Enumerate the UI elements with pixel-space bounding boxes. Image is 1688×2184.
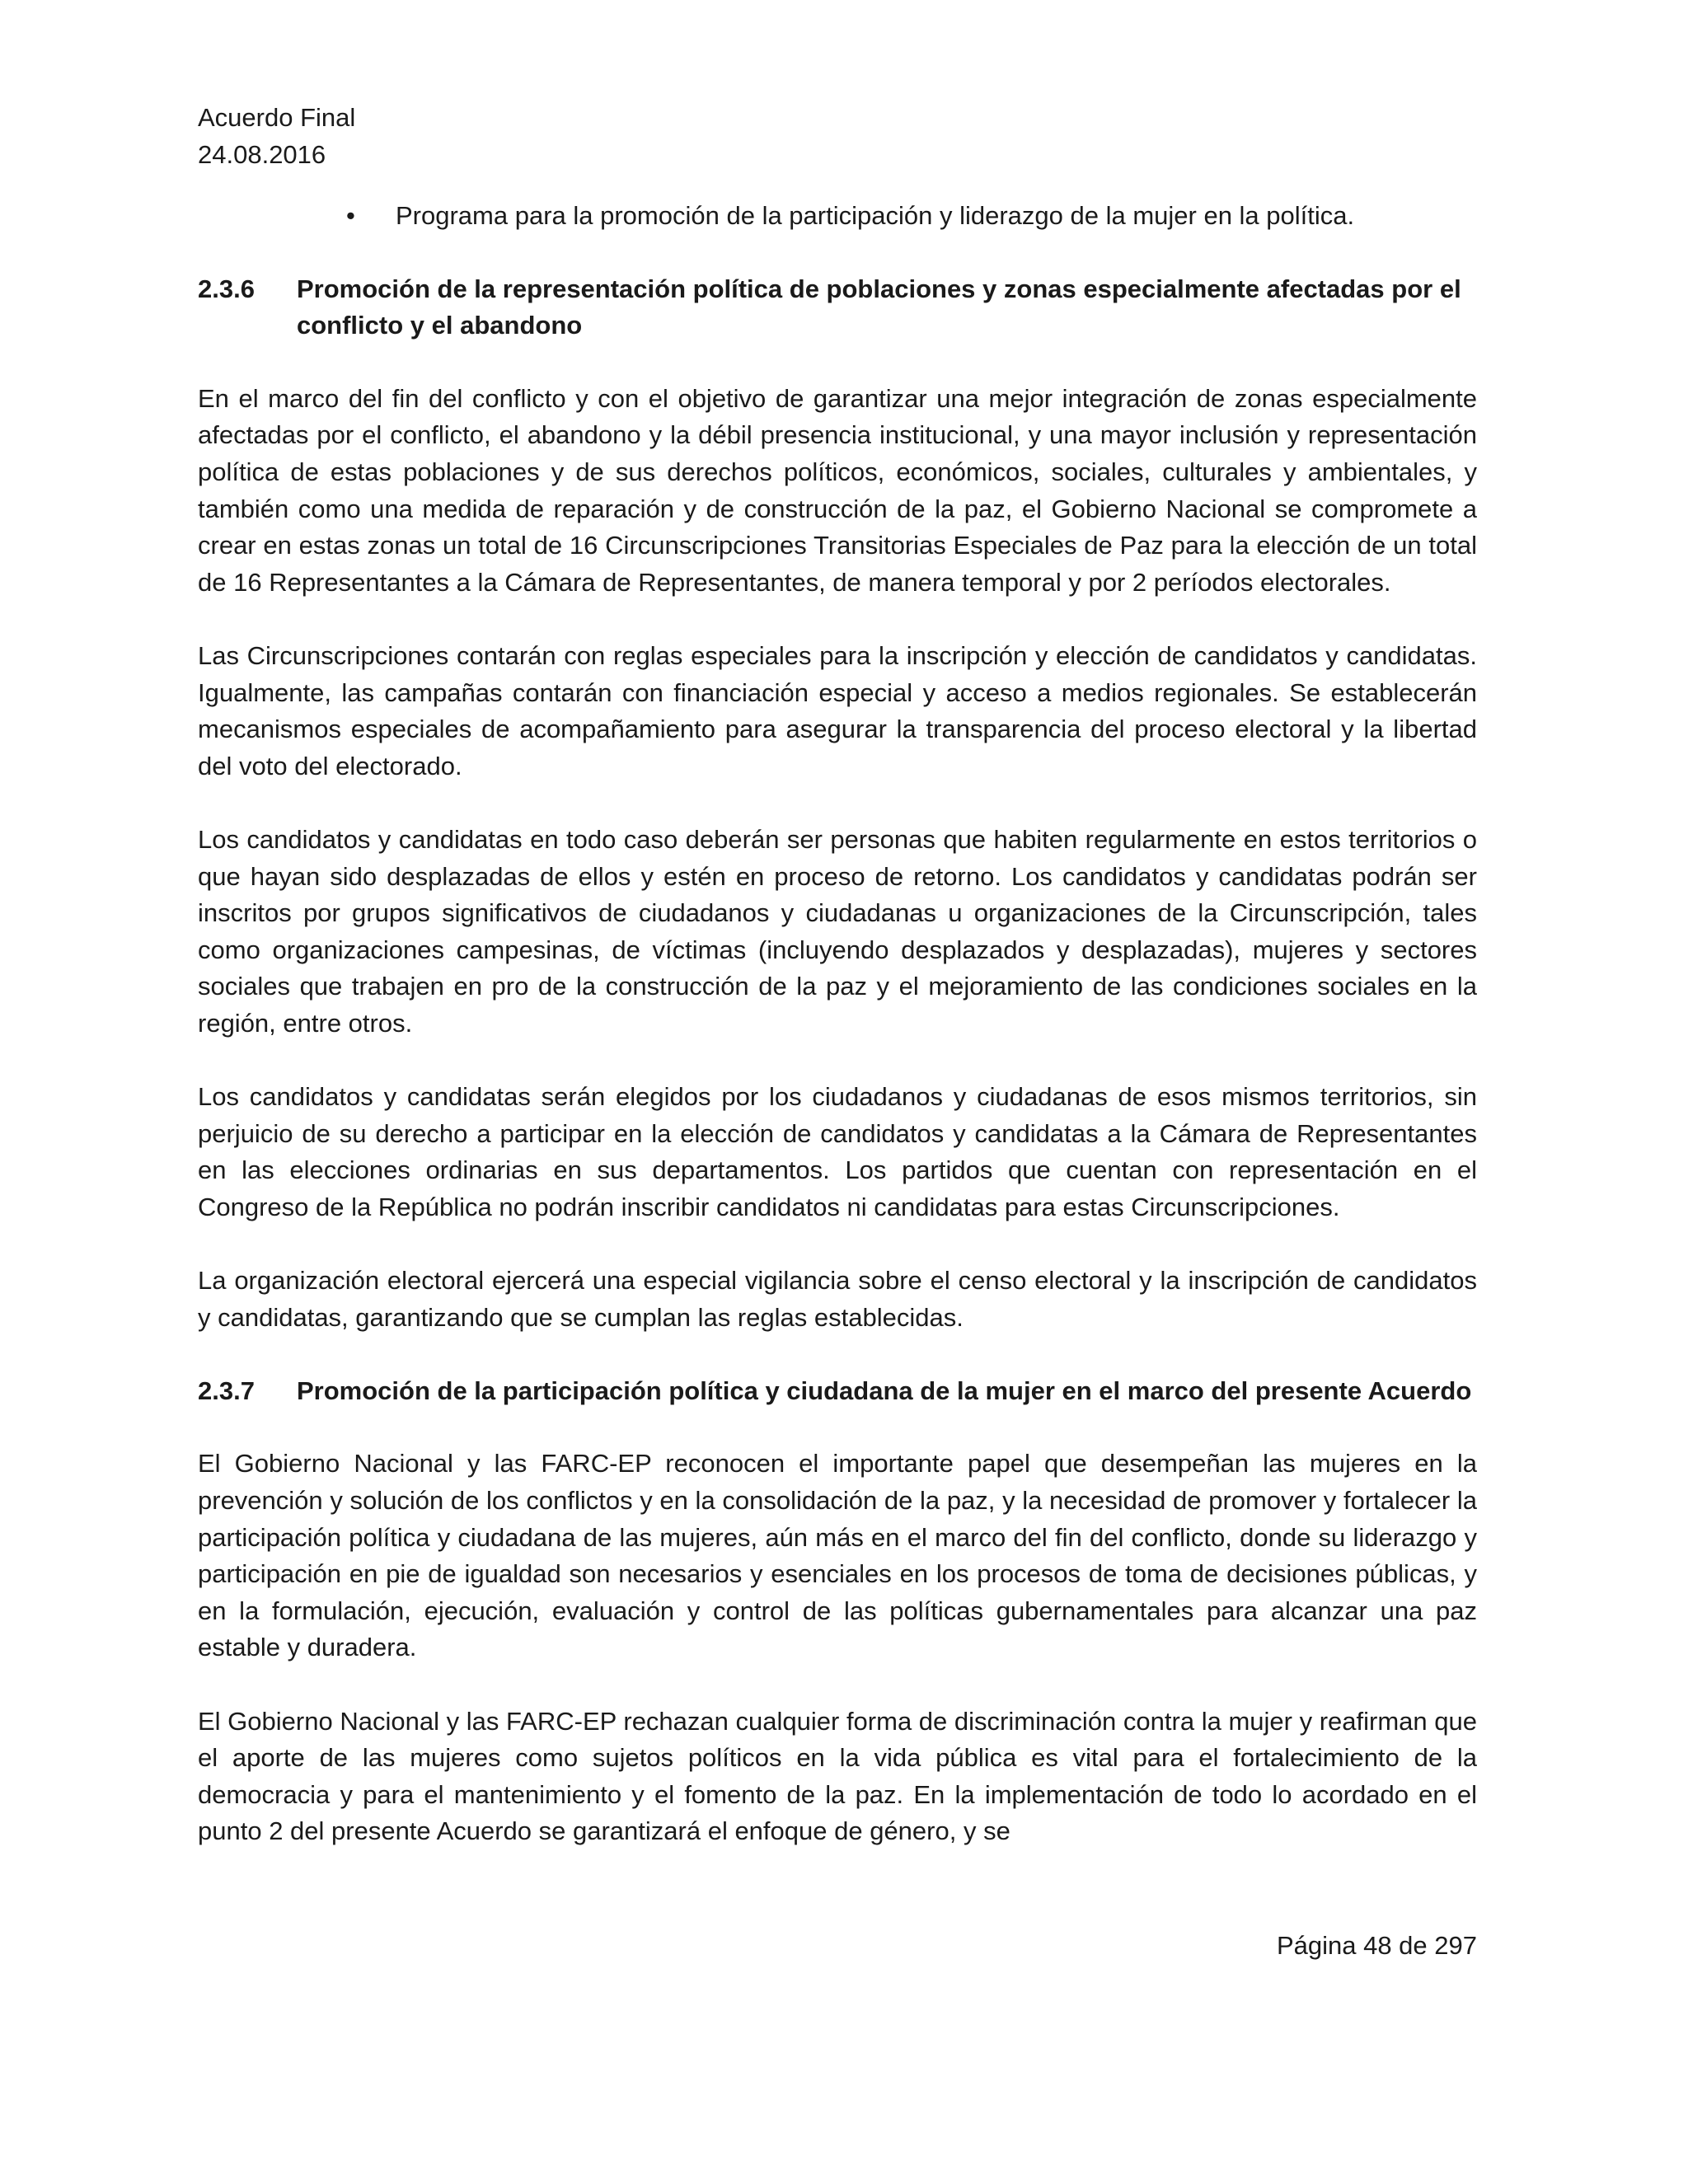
paragraph: El Gobierno Nacional y las FARC-EP reconocen el importante papel que desempeñan las mujeres en la prevención y solución de los conflictos y en la consolidación de la paz, y la necesidad de promover y fortalecer la participación política y ciudadana de las mujeres, aún más en el marco del fin del conflicto, donde su liderazgo y participación en pie de igualdad son necesarios y esenciales en los procesos de toma de decisiones públicas, y en la formulación, ejecución, evaluación y control de las políticas gubernamentales para alcanzar una paz estable y duradera. <box>198 1449 1477 1662</box>
document-title: Acuerdo Final <box>198 103 356 132</box>
paragraph: En el marco del fin del conflicto y con el objetivo de garantizar una mejor integración de zonas especialmente afectadas por el conflicto, el abandono y la débil presencia institucional, y una mayor inclusión y representación política de estas poblaciones y de sus derechos políticos, económicos, sociales, culturales y ambientales, y también como una medida de reparación y de construcción de la paz, el Gobierno Nacional se compromete a crear en estas zonas un total de 16 Circunscripciones Transitorias Especiales de Paz para la elección de un total de 16 Representantes a la Cámara de Representantes, de manera temporal y por 2 períodos electorales. <box>198 383 1477 597</box>
page-number: Página 48 de 297 <box>1276 1931 1477 1960</box>
section-number: 2.3.7 <box>198 1376 255 1405</box>
paragraph: Las Circunscripciones contarán con reglas especiales para la inscripción y elección de candidatos y candidatas. Igualmente, las campañas contarán con financiación especial y acceso a medios regionales. Se establecerán mecanismos especiales de acompañamiento para asegurar la transparencia del proceso electoral y la libertad del voto del electorado. <box>198 640 1477 780</box>
page-content <box>198 198 1477 1887</box>
paragraph: La organización electoral ejercerá una especial vigilancia sobre el censo electoral y la inscripción de candidatos y candidatas, garantizando que se cumplan las reglas establecidas. <box>198 1266 1477 1332</box>
paragraph: Los candidatos y candidatas serán elegidos por los ciudadanos y ciudadanas de esos mismos territorios, sin perjuicio de su derecho a participar en la elección de candidatos y candidatas a la Cámara de Representantes en las elecciones ordinarias en sus departamentos. Los partidos que cuentan con representación en el Congreso de la República no podrán inscribir candidatos ni candidatas para estas Circunscripciones. <box>198 1082 1477 1221</box>
section-title: Promoción de la representación política de poblaciones y zonas especialmente afectadas por el conflicto y el abandono <box>297 274 1461 340</box>
section-title: Promoción de la participación política y ciudadana de la mujer en el marco del presente Acuerdo <box>297 1376 1472 1405</box>
section-heading-2-3-6 <box>198 271 1477 344</box>
section-heading-2-3-7 <box>198 1373 1477 1410</box>
bullet-icon: • <box>346 201 355 230</box>
list-item-text: Programa para la promoción de la participación y liderazgo de la mujer en la política. <box>396 201 1355 230</box>
paragraph: Los candidatos y candidatas en todo caso deberán ser personas que habiten regularmente en estos territorios o que hayan sido desplazadas de ellos y estén en proceso de retorno. Los candidatos y candidatas podrán ser inscritos por grupos significativos de ciudadanos y ciudadanas u organizaciones de la Circunscripción, tales como organizaciones campesinas, de víctimas (incluyendo desplazados y desplazadas), mujeres y sectores sociales que trabajen en pro de la construcción de la paz y el mejoramiento de las condiciones sociales en la región, entre otros. <box>198 824 1477 1038</box>
page-header <box>198 99 355 173</box>
document-date: 24.08.2016 <box>198 140 326 169</box>
paragraph: El Gobierno Nacional y las FARC-EP rechazan cualquier forma de discriminación contra la mujer y reafirman que el aporte de las mujeres como sujetos políticos en la vida pública es vital para el fortalecimiento de la democracia y para el mantenimiento y el fomento de la paz. En la implementación de todo lo acordado en el punto 2 del presente Acuerdo se garantizará el enfoque de género, y se <box>198 1706 1477 1846</box>
section-number: 2.3.6 <box>198 274 255 303</box>
list-item <box>198 198 1477 235</box>
